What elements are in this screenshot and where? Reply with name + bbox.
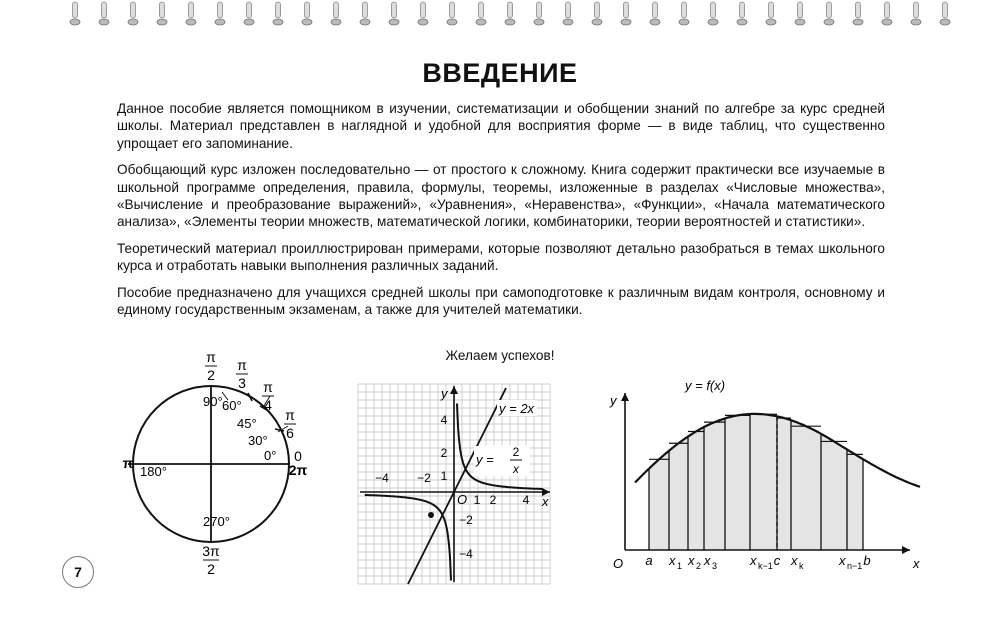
binding-ring <box>99 2 109 25</box>
label-pi-over-6-den: 6 <box>286 425 294 441</box>
binding-ring <box>824 2 834 25</box>
binding-ring <box>795 2 805 25</box>
tick-x-minus-4: −4 <box>375 471 389 485</box>
origin-label: O <box>613 556 624 571</box>
label-90-deg: 90° <box>203 394 223 409</box>
function-label: y = f(x) <box>685 378 726 393</box>
intro-text <box>117 100 885 327</box>
paragraph: Теоретический материал проиллюстрирован примерами, которые позволяют детально разобраться в темах школьного курса и отработать навыки выполнения различных заданий. <box>117 240 885 274</box>
binding-ring <box>563 2 573 25</box>
line-label: y = 2x <box>499 401 535 416</box>
binding-ring <box>882 2 892 25</box>
label-3pi-over-2-num: 3π <box>202 543 220 559</box>
label-x1: x <box>669 553 676 568</box>
label-b: b <box>863 553 871 568</box>
binding-ring <box>273 2 283 25</box>
paragraph: Данное пособие является помощником в изучении, систематизации и обобщении знаний по алгебре за курс средней школы. Материал представлен в наглядной и удобной для восприятия форме — в виде таблиц, что существенно упрощает его запоминание. <box>117 101 885 151</box>
binding-ring <box>157 2 167 25</box>
hyperbola-label-den: x <box>513 462 519 476</box>
origin-label: O <box>457 492 468 507</box>
spiral-binding <box>0 0 1000 30</box>
binding-ring <box>418 2 428 25</box>
binding-ring <box>244 2 254 25</box>
binding-ring <box>128 2 138 25</box>
binding-ring <box>186 2 196 25</box>
label-pi-over-3-den: 3 <box>238 375 246 391</box>
label-xk-sub: k <box>799 561 804 571</box>
label-x1-sub: 1 <box>677 561 683 571</box>
paragraph: Пособие предназначено для учащихся средней школы при самоподготовке к различным видам контроля, основному и единому государственным экзаменам, а также для учителей математики. <box>117 284 885 318</box>
label-c: c <box>773 553 781 568</box>
label-3pi-over-2-den: 2 <box>207 561 215 577</box>
paragraph: Обобщающий курс изложен последовательно — от простого к сложному. Книга содержит практически все изучаемые в школьной программе определения, правила, формулы, теоремы, изложенные в разделах «Числовые множества», «Вычисление и преобразование выражений», «Уравнения», «Неравенства», «Функции», «Начала математического анализа», «Элементы теории множеств, математической логики, комбинаторики, теории вероятностей и статистики». <box>117 162 885 230</box>
label-pi-over-2-den: 2 <box>207 367 215 383</box>
page-title: ВВЕДЕНИЕ <box>422 58 578 88</box>
page-number: 7 <box>62 556 94 588</box>
unit-circle-figure <box>110 348 330 578</box>
label-180-deg: 180° <box>140 464 167 479</box>
hyperbola-label-prefix: y = <box>476 452 494 467</box>
binding-ring <box>215 2 225 25</box>
binding-ring <box>534 2 544 25</box>
binding-ring <box>476 2 486 25</box>
label-xn1: x <box>839 553 846 568</box>
binding-ring <box>940 2 950 25</box>
tick-y-1: 1 <box>440 469 448 483</box>
y-axis-label: y <box>441 386 448 401</box>
binding-ring <box>592 2 602 25</box>
label-a: a <box>645 553 653 568</box>
tick-x-1: 1 <box>473 493 481 507</box>
binding-ring <box>853 2 863 25</box>
tick-y-4: 4 <box>440 413 448 427</box>
label-xk: x <box>791 553 798 568</box>
label-x3: x <box>704 553 711 568</box>
label-pi-over-4-num: π <box>263 379 273 395</box>
label-xn1-sub: n−1 <box>847 561 863 571</box>
x-axis-arrow <box>902 546 910 554</box>
binding-ring <box>650 2 660 25</box>
label-pi-over-6-num: π <box>285 407 295 423</box>
binding-ring <box>505 2 515 25</box>
label-270-deg: 270° <box>203 514 230 529</box>
tick-y-minus-2: −2 <box>459 513 473 527</box>
binding-ring <box>70 2 80 25</box>
label-pi-over-4-den: 4 <box>264 397 272 413</box>
tick-y-minus-4: −4 <box>459 547 473 561</box>
label-two-pi: 2π <box>288 462 308 478</box>
y-axis-label: y <box>610 393 617 408</box>
label-pi-over-2-num: π <box>206 349 216 365</box>
hyperbola-label-num: 2 <box>512 445 520 459</box>
binding-ring <box>447 2 457 25</box>
x-axis-label: x <box>913 556 920 571</box>
area-fill <box>649 375 863 550</box>
binding-ring <box>679 2 689 25</box>
intersection-point <box>428 512 434 518</box>
y-axis-arrow <box>450 386 458 394</box>
label-30-deg: 30° <box>248 433 268 448</box>
label-60-deg: 60° <box>222 398 242 413</box>
label-zero-rad: 0 <box>294 448 302 464</box>
binding-ring <box>360 2 370 25</box>
label-x2: x <box>688 553 695 568</box>
integral-figure <box>585 375 930 575</box>
tick-y-2: 2 <box>440 446 448 460</box>
binding-ring <box>911 2 921 25</box>
tick-x-2: 2 <box>489 493 497 507</box>
function-graph-figure <box>352 378 552 588</box>
label-x2-sub: 2 <box>696 561 702 571</box>
binding-ring <box>766 2 776 25</box>
binding-ring <box>621 2 631 25</box>
label-pi: π <box>122 455 134 471</box>
binding-ring <box>389 2 399 25</box>
tick-x-minus-2: −2 <box>417 471 431 485</box>
label-xk1-sub: k−1 <box>758 561 773 571</box>
label-x3-sub: 3 <box>712 561 718 571</box>
label-pi-over-3-num: π <box>237 357 247 373</box>
binding-ring <box>708 2 718 25</box>
y-axis-arrow <box>621 393 629 401</box>
label-0-deg: 0° <box>264 448 277 463</box>
closing-wish: Желаем успехов! <box>445 348 555 363</box>
binding-ring <box>331 2 341 25</box>
tick-x-4: 4 <box>522 493 530 507</box>
binding-ring <box>737 2 747 25</box>
label-45-deg: 45° <box>237 416 257 431</box>
x-axis-label: x <box>542 494 549 509</box>
label-xk1: x <box>750 553 757 568</box>
binding-ring <box>302 2 312 25</box>
